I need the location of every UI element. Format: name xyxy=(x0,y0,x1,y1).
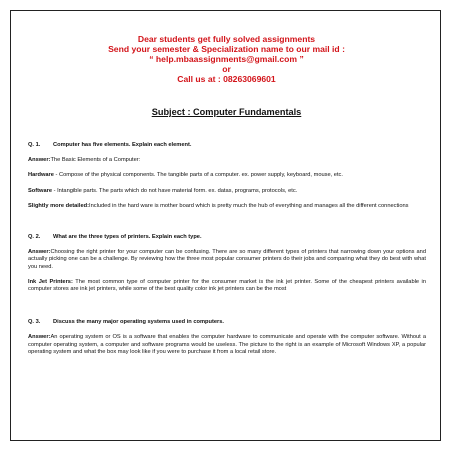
header-or: or xyxy=(222,64,231,74)
question-1-text: Computer has five elements. Explain each element. xyxy=(53,142,192,148)
answer-3-paragraph xyxy=(28,334,426,356)
answer-1-intro xyxy=(28,157,426,164)
header-phone[interactable]: Call us at : 08263069601 xyxy=(177,74,276,84)
inkjet-label: Ink Jet Printers: xyxy=(28,278,73,285)
software-label: Software xyxy=(28,187,53,194)
spacer xyxy=(28,301,426,319)
answer-label: Answer: xyxy=(28,157,51,164)
subject-title: Subject : Computer Fundamentals xyxy=(151,107,302,117)
detailed-label: Slightly more detailed: xyxy=(28,202,89,209)
detailed-paragraph xyxy=(28,203,426,210)
detailed-text: Included in the hard ware is mother board which is pretty much the hub of everything and manages all the different connections xyxy=(89,202,409,209)
header-line-1: Dear students get fully solved assignments xyxy=(137,34,316,44)
inkjet-text: The most common type of computer printer for the consumer market is the ink jet printer. Some of the cheapest printers available in computer stores are ink jet printers, while some of the best quality color ink jet printers can be the most xyxy=(28,278,426,293)
question-2-text: What are the three types of printers. Explain each type. xyxy=(53,234,202,241)
question-3-number: Q. 3. xyxy=(28,319,41,326)
answer-label: Answer: xyxy=(28,249,51,256)
header-email[interactable]: “ help.mbaassignments@gmail.com ” xyxy=(149,54,304,64)
answer-label: Answer: xyxy=(28,334,51,341)
document-body xyxy=(28,142,426,364)
answer-2-paragraph xyxy=(28,249,426,271)
promo-header xyxy=(0,34,453,84)
question-1 xyxy=(28,142,426,149)
spacer xyxy=(28,218,426,234)
question-2 xyxy=(28,234,426,241)
inkjet-paragraph xyxy=(28,279,426,293)
answer-1-text: The Basic Elements of a Computer: xyxy=(50,157,141,164)
answer-3-text: An operating system or OS is a software that enables the computer hardware to communicate and operate with the computer software. Without a computer operating system, a computer and software programs would be useless. The picture to the right is an example of Microsoft Windows XP, a popular operating system and what the box may look like if you were to purchase it from a local retail store. xyxy=(28,334,426,355)
question-3 xyxy=(28,319,426,326)
software-text: - Intangible parts. The parts which do not have material form. ex. datas, programs, protocols, etc. xyxy=(52,187,298,194)
header-line-2: Send your semester & Specialization name to our mail id : xyxy=(108,44,345,54)
hardware-label: Hardware xyxy=(28,172,54,179)
hardware-paragraph xyxy=(28,172,426,179)
question-3-text: Discuss the many major operating systems used in computers. xyxy=(53,319,224,326)
software-paragraph xyxy=(28,188,426,195)
question-2-number: Q. 2. xyxy=(28,234,41,241)
answer-2-text: Choosing the right printer for your computer can be confusing. There are so many different types of printers that narrowing down your options and actually picking one can be a challenge. By reviewing how the three most popular consumer printers do their jobs and comparing what they do best with what you need. xyxy=(28,249,426,270)
question-1-number: Q. 1. xyxy=(28,142,41,148)
hardware-text: - Compose of the physical components. The tangible parts of a computer. ex. power supply, keyboard, mouse, etc. xyxy=(53,172,343,179)
